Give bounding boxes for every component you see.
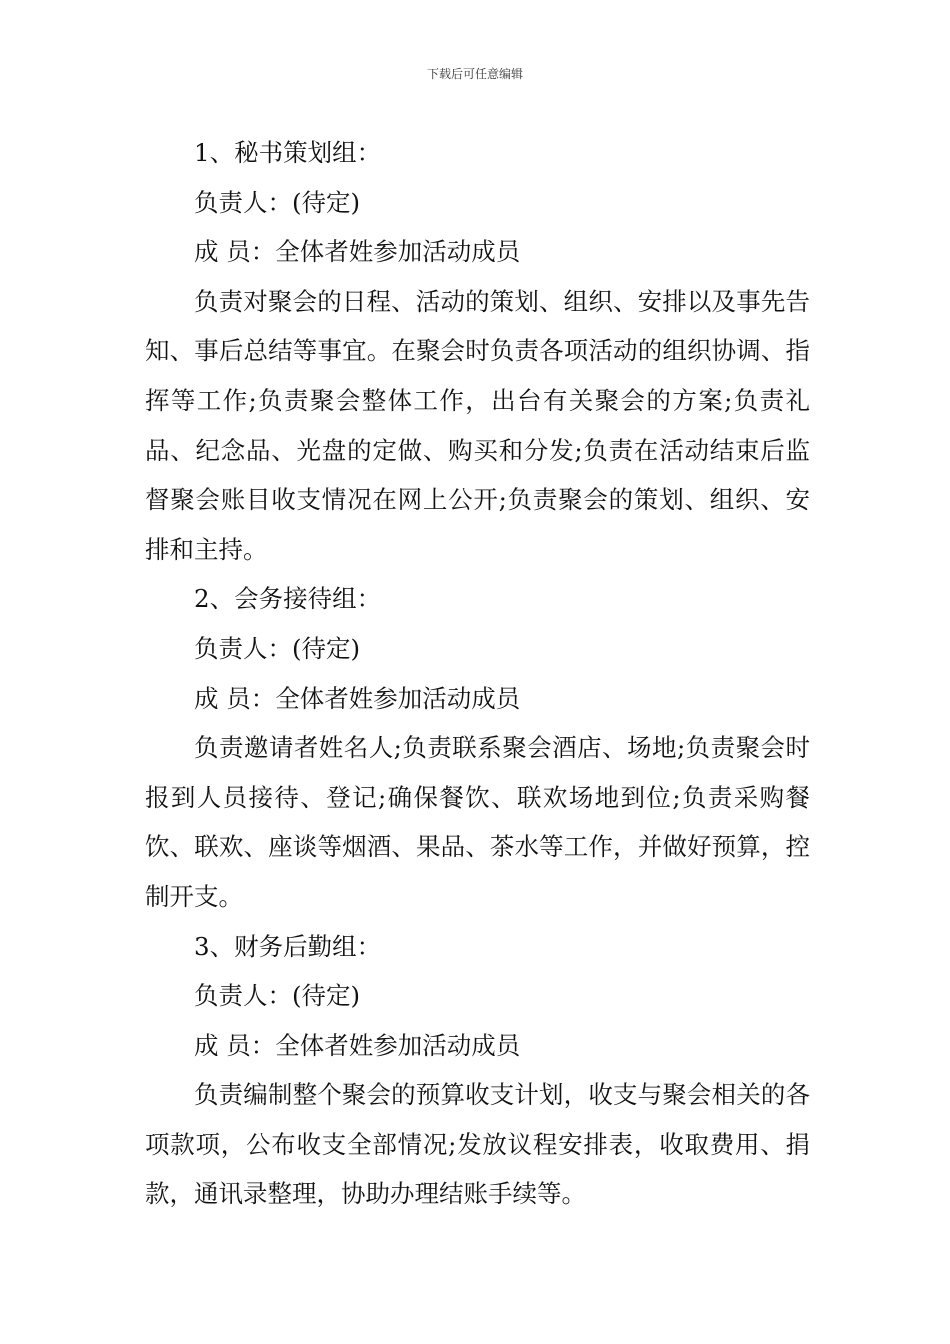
duties-paragraph: 负责对聚会的日程、活动的策划、组织、安排以及事先告知、事后总结等事宜。在聚会时负责各项活动的组织协调、指挥等工作;负责聚会整体工作，出台有关聚会的方案;负责礼品、纪念品、光盘的定做、购买和分发;负责在活动结束后监督聚会账目收支情况在网上公开;负责聚会的策划、组织、安排和主持。	[145, 286, 810, 564]
duties-paragraph: 负责编制整个聚会的预算收支计划，收支与聚会相关的各项款项，公布收支全部情况;发放议程安排表，收取费用、捐款，通讯录整理，协助办理结账手续等。	[145, 1080, 810, 1209]
duties-paragraph: 负责邀请者姓名人;负责联系聚会酒店、场地;负责聚会时报到人员接待、登记;确保餐饮、联欢场地到位;负责采购餐饮、联欢、座谈等烟酒、果品、茶水等工作，并做好预算，控制开支。	[145, 733, 810, 911]
members-line: 成 员：全体者姓参加活动成员	[194, 237, 521, 267]
responsible-person-line: 负责人：(待定)	[194, 633, 361, 663]
responsible-person-line: 负责人：(待定)	[194, 187, 361, 217]
members-line: 成 员：全体者姓参加活动成员	[194, 1030, 521, 1060]
document-body	[145, 128, 810, 1219]
page-header-note: 下载后可任意编辑	[426, 67, 523, 81]
section-heading: 3、财务后勤组：	[194, 931, 382, 961]
responsible-person-line: 负责人：(待定)	[194, 981, 361, 1011]
members-line: 成 员：全体者姓参加活动成员	[194, 683, 521, 713]
section-heading: 1、秘书策划组：	[194, 138, 382, 167]
section-heading: 2、会务接待组：	[194, 584, 382, 614]
